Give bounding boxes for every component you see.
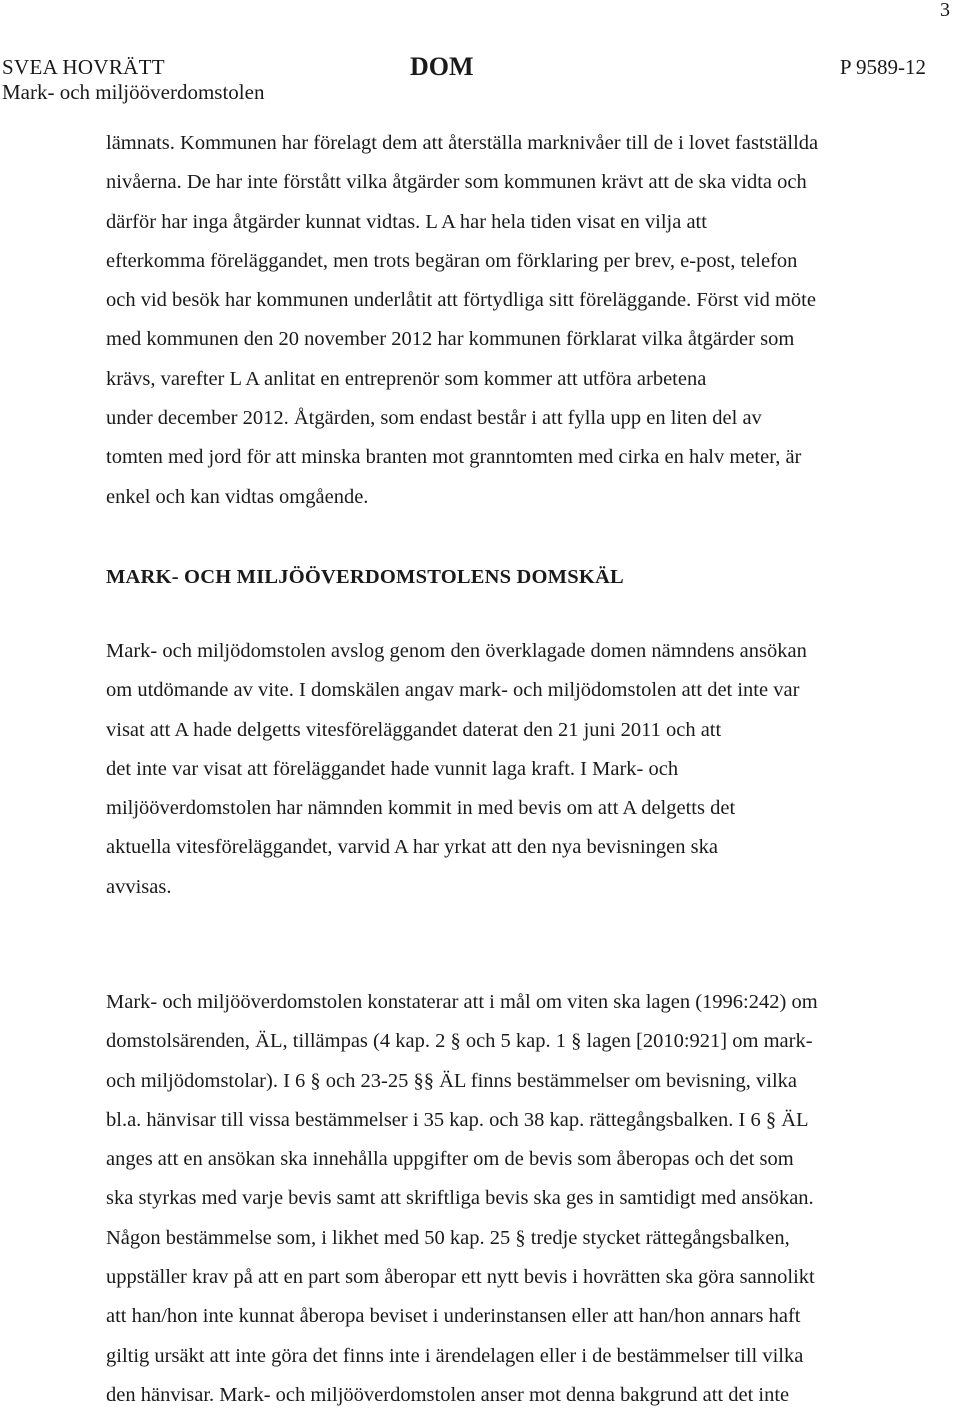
text-line: ska styrkas med varje bevis samt att skriftliga bevis ska ges in samtidigt med ansökan. [106,1187,814,1210]
text-line: Mark- och miljööverdomstolen konstaterar att i mål om viten ska lagen (1996:242) om [106,991,818,1013]
page-number: 3 [940,0,950,21]
text-line: domstolsärenden, ÄL, tillämpas (4 kap. 2 § och 5 kap. 1 § lagen [2010:921] om mark- [106,1030,813,1053]
text-line: krävs, varefter L A anlitat en entreprenör som kommer att utföra arbetena [106,367,707,390]
text-line: Någon bestämmelse som, i likhet med 50 kap. 25 § tredje stycket rättegångsbalken, [106,1226,790,1249]
paragraph-2 [106,632,896,907]
text-line: efterkomma föreläggandet, men trots begäran om förklaring per brev, e-post, telefon [106,249,798,272]
text-line: aktuella vitesföreläggandet, varvid A har yrkat att den nya bevisningen ska [106,836,718,859]
document-header [2,52,932,105]
text-line: och vid besök har kommunen underlåtit att förtydliga sitt föreläggande. Först vid möte [106,289,816,312]
document-type: DOM [410,52,474,81]
text-line: enkel och kan vidtas omgående. [106,485,369,508]
case-number: P 9589-12 [839,55,926,79]
text-line: lämnats. Kommunen har förelagt dem att återställa marknivåer till de i lovet fastställda [106,132,819,154]
paragraph-3 [106,983,896,1415]
text-line: tomten med jord för att minska branten mot granntomten med cirka en halv meter, är [106,446,802,469]
text-line: därför har inga åtgärder kunnat vidtas. L A har hela tiden visat en vilja att [106,210,707,233]
text-line: avvisas. [106,875,172,898]
text-line: visat att A hade delgetts vitesföreläggandet daterat den 21 juni 2011 och att [106,718,722,741]
paragraph-1 [106,124,896,517]
court-division: Mark- och miljööverdomstolen [2,80,265,104]
text-line: och miljödomstolar). I 6 § och 23-25 §§ ÄL finns bestämmelser om bevisning, vilka [106,1069,798,1092]
text-line: under december 2012. Åtgärden, som endast består i att fylla upp en liten del av [106,407,762,430]
text-line: den hänvisar. Mark- och miljööverdomstolen anser mot denna bakgrund att det inte [106,1383,790,1406]
text-line: nivåerna. De har inte förstått vilka åtgärder som kommunen krävt att de ska vidta och [106,171,807,194]
text-line: Mark- och miljödomstolen avslog genom den överklagade domen nämndens ansökan [106,640,807,662]
text-line: anges att en ansökan ska innehålla uppgifter om de bevis som åberopas och det som [106,1148,794,1171]
court-name: SVEA HOVRÄTT [2,55,165,79]
text-line: uppställer krav på att en part som åberopar ett nytt bevis i hovrätten ska göra sannolikt [106,1266,815,1289]
text-line: med kommunen den 20 november 2012 har kommunen förklarat vilka åtgärder som [106,328,795,351]
text-line: att han/hon inte kunnat åberopa beviset i underinstansen eller att han/hon annars haft [106,1305,801,1328]
text-line: om utdömande av vite. I domskälen angav mark- och miljödomstolen att det inte var [106,679,800,702]
text-line: miljööverdomstolen har nämnden kommit in med bevis om att A delgetts det [106,797,736,820]
text-line: giltig ursäkt att inte göra det finns inte i ärendelagen eller i de bestämmelser till vilka [106,1344,804,1367]
section-heading: MARK- OCH MILJÖÖVERDOMSTOLENS DOMSKÄL [106,566,624,588]
text-line: det inte var visat att föreläggandet hade vunnit laga kraft. I Mark- och [106,757,679,780]
text-line: bl.a. hänvisar till vissa bestämmelser i 35 kap. och 38 kap. rättegångsbalken. I 6 § ÄL [106,1108,809,1131]
